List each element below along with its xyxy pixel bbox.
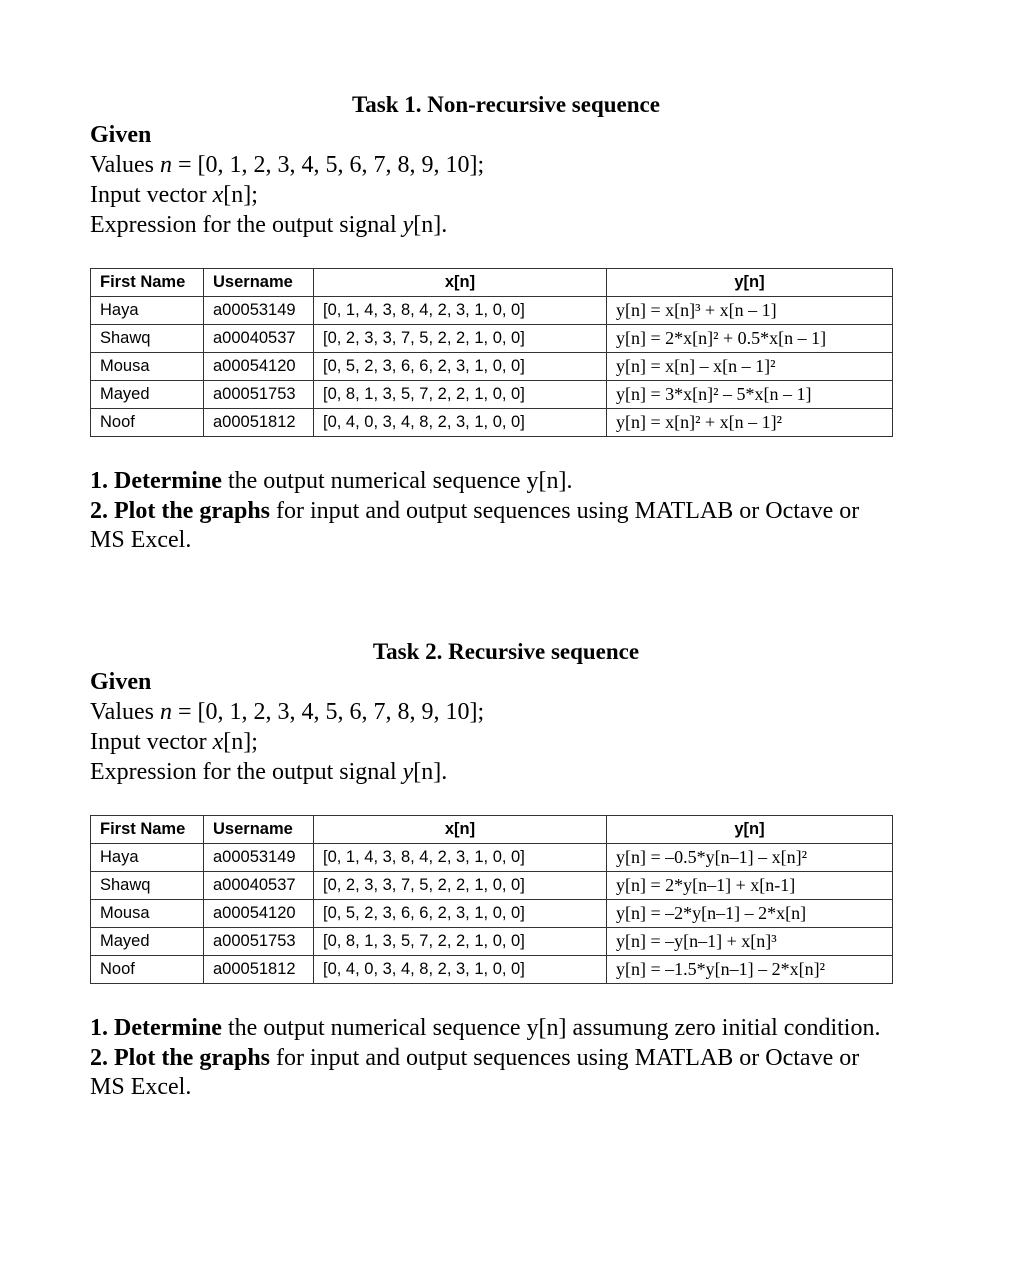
table-row <box>91 928 893 956</box>
cell-y: y[n] = –2*y[n–1] – 2*x[n] <box>607 900 893 928</box>
header-x: x[n] <box>314 816 607 844</box>
cell-x: [0, 2, 3, 3, 7, 5, 2, 2, 1, 0, 0] <box>314 872 607 900</box>
cell-first-name: Haya <box>91 844 204 872</box>
cell-username: a00053149 <box>204 844 314 872</box>
cell-x: [0, 1, 4, 3, 8, 4, 2, 3, 1, 0, 0] <box>314 297 607 325</box>
instruction-2 <box>90 1044 930 1074</box>
task-1-instructions <box>90 467 930 556</box>
cell-x: [0, 5, 2, 3, 6, 6, 2, 3, 1, 0, 0] <box>314 353 607 381</box>
cell-first-name: Mayed <box>91 928 204 956</box>
instruction-2 <box>90 497 930 527</box>
instruction-1-text: the output numerical sequence y[n]. <box>221 468 573 494</box>
header-y: y[n] <box>607 816 893 844</box>
table-header-row <box>91 269 893 297</box>
cell-username: a00040537 <box>204 325 314 353</box>
instruction-1 <box>90 1014 930 1044</box>
cell-username: a00051753 <box>204 928 314 956</box>
instruction-2-bold: 2. Plot the graphs <box>90 497 270 524</box>
task-1-given-heading: Given <box>90 122 152 148</box>
cell-first-name: Noof <box>91 956 204 984</box>
cell-y: y[n] = x[n] – x[n – 1]² <box>607 353 893 381</box>
task-2-input-line <box>90 727 930 757</box>
instruction-2-text: for input and output sequences using MATLAB or Octave or <box>270 1044 860 1071</box>
input-suffix: [n]; <box>223 182 258 208</box>
cell-first-name: Shawq <box>91 325 204 353</box>
table-row <box>91 353 893 381</box>
task-2-title: Task 2. Recursive sequence <box>372 639 640 664</box>
cell-y: y[n] = 3*x[n]² – 5*x[n – 1] <box>607 381 893 409</box>
cell-x: [0, 1, 4, 3, 8, 4, 2, 3, 1, 0, 0] <box>314 844 607 872</box>
values-suffix: = [0, 1, 2, 3, 4, 5, 6, 7, 8, 9, 10]; <box>171 152 485 178</box>
task-2-table <box>90 815 893 984</box>
cell-first-name: Mousa <box>91 900 204 928</box>
expr-prefix: Expression for the output signal <box>90 759 403 785</box>
cell-first-name: Haya <box>91 297 204 325</box>
input-suffix: [n]; <box>223 729 258 755</box>
task-1-title: Task 1. Non-recursive sequence <box>352 92 660 117</box>
cell-x: [0, 4, 0, 3, 4, 8, 2, 3, 1, 0, 0] <box>314 409 607 437</box>
task-1-section <box>90 90 930 556</box>
instruction-2-text: for input and output sequences using MATLAB or Octave or <box>270 497 860 524</box>
cell-x: [0, 8, 1, 3, 5, 7, 2, 2, 1, 0, 0] <box>314 928 607 956</box>
table-row <box>91 409 893 437</box>
cell-username: a00051812 <box>204 956 314 984</box>
input-prefix: Input vector <box>90 729 213 755</box>
table-row <box>91 872 893 900</box>
values-suffix: = [0, 1, 2, 3, 4, 5, 6, 7, 8, 9, 10]; <box>171 699 485 725</box>
cell-x: [0, 2, 3, 3, 7, 5, 2, 2, 1, 0, 0] <box>314 325 607 353</box>
cell-x: [0, 4, 0, 3, 4, 8, 2, 3, 1, 0, 0] <box>314 956 607 984</box>
cell-username: a00054120 <box>204 353 314 381</box>
header-first-name: First Name <box>91 269 204 297</box>
values-var: n <box>159 152 172 178</box>
cell-y: y[n] = –0.5*y[n–1] – x[n]² <box>607 844 893 872</box>
header-x: x[n] <box>314 269 607 297</box>
cell-y: y[n] = 2*y[n–1] + x[n-1] <box>607 872 893 900</box>
task-2-expression-line <box>90 757 930 787</box>
cell-y: y[n] = –y[n–1] + x[n]³ <box>607 928 893 956</box>
table-row <box>91 325 893 353</box>
instruction-1-bold: 1. Determine <box>90 468 222 494</box>
input-var: x <box>212 729 224 755</box>
table-header-row <box>91 816 893 844</box>
input-var: x <box>212 182 224 208</box>
instruction-2-bold: 2. Plot the graphs <box>90 1044 270 1071</box>
cell-username: a00040537 <box>204 872 314 900</box>
values-prefix: Values <box>90 699 160 725</box>
table-row <box>91 900 893 928</box>
expr-suffix: [n]. <box>413 212 448 238</box>
cell-y: y[n] = –1.5*y[n–1] – 2*x[n]² <box>607 956 893 984</box>
cell-first-name: Noof <box>91 409 204 437</box>
task-2-instructions <box>90 1014 930 1103</box>
task-2-given-heading: Given <box>90 669 152 695</box>
expr-var: y <box>402 759 414 785</box>
header-username: Username <box>204 816 314 844</box>
expr-prefix: Expression for the output signal <box>90 212 403 238</box>
cell-username: a00053149 <box>204 297 314 325</box>
task-1-input-line <box>90 180 930 210</box>
table-row <box>91 956 893 984</box>
header-y: y[n] <box>607 269 893 297</box>
task-2-values-line <box>90 697 930 727</box>
cell-y: y[n] = 2*x[n]² + 0.5*x[n – 1] <box>607 325 893 353</box>
header-first-name: First Name <box>91 816 204 844</box>
instruction-1-text: the output numerical sequence y[n] assumung zero initial condition. <box>221 1015 881 1041</box>
cell-x: [0, 5, 2, 3, 6, 6, 2, 3, 1, 0, 0] <box>314 900 607 928</box>
task-1-table <box>90 268 893 437</box>
table-row <box>91 297 893 325</box>
instruction-1 <box>90 467 930 497</box>
instruction-3: MS Excel. <box>90 527 192 553</box>
task-1-expression-line <box>90 210 930 240</box>
instruction-1-bold: 1. Determine <box>90 1015 222 1041</box>
table-row <box>91 844 893 872</box>
cell-x: [0, 8, 1, 3, 5, 7, 2, 2, 1, 0, 0] <box>314 381 607 409</box>
cell-username: a00051753 <box>204 381 314 409</box>
cell-first-name: Mayed <box>91 381 204 409</box>
header-username: Username <box>204 269 314 297</box>
expr-var: y <box>402 212 414 238</box>
instruction-3: MS Excel. <box>90 1074 192 1100</box>
cell-y: y[n] = x[n]² + x[n – 1]² <box>607 409 893 437</box>
input-prefix: Input vector <box>90 182 213 208</box>
task-2-section <box>90 637 930 1103</box>
cell-username: a00054120 <box>204 900 314 928</box>
cell-first-name: Mousa <box>91 353 204 381</box>
values-var: n <box>159 699 172 725</box>
cell-y: y[n] = x[n]³ + x[n – 1] <box>607 297 893 325</box>
cell-first-name: Shawq <box>91 872 204 900</box>
table-row <box>91 381 893 409</box>
task-1-values-line <box>90 150 930 180</box>
expr-suffix: [n]. <box>413 759 448 785</box>
values-prefix: Values <box>90 152 160 178</box>
cell-username: a00051812 <box>204 409 314 437</box>
